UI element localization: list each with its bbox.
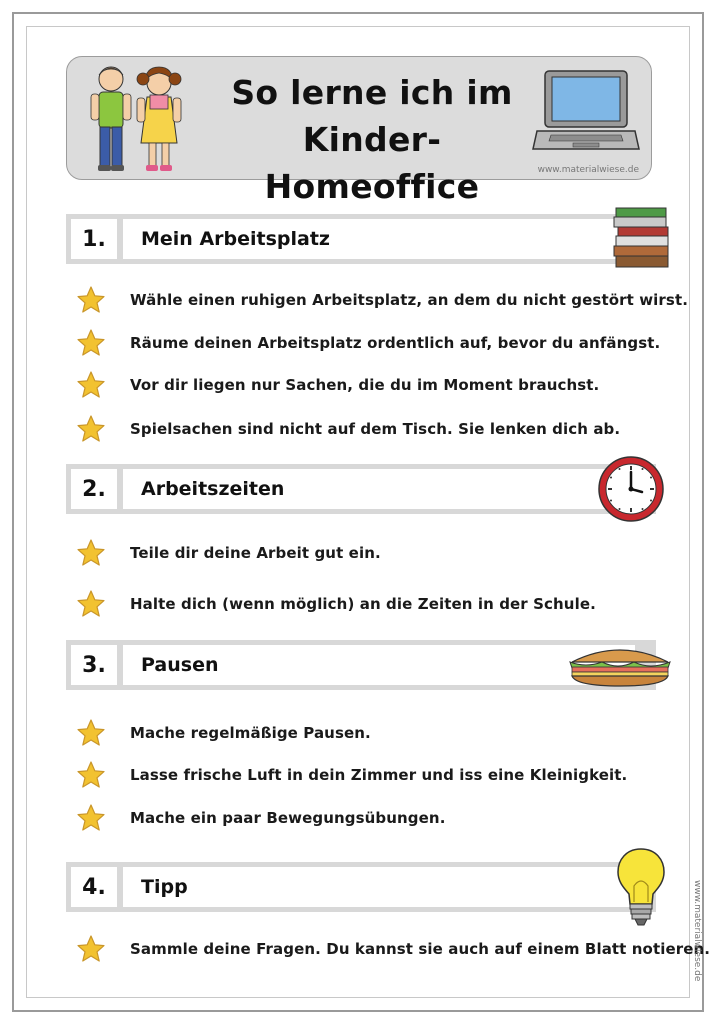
star-icon <box>76 370 106 400</box>
sandwich-icon <box>566 642 674 688</box>
section-title: Tipp <box>123 867 635 907</box>
star-icon <box>76 538 106 568</box>
star-icon <box>76 934 106 964</box>
star-icon <box>76 760 106 790</box>
list-item-text: Vor dir liegen nur Sachen, die du im Moment brauchst. <box>130 376 600 394</box>
title-line-2: Kinder-Homeoffice <box>264 120 480 206</box>
books-icon <box>612 206 672 270</box>
list-item <box>76 536 381 570</box>
list-item-text: Räume deinen Arbeitsplatz ordentlich auf, bevor du anfängst. <box>130 334 661 352</box>
list-item-text: Sammle deine Fragen. Du kannst sie auch auf einem Blatt notieren. <box>130 940 711 958</box>
list-item <box>76 587 596 621</box>
list-item <box>76 801 446 835</box>
section-title: Pausen <box>123 645 635 685</box>
list-item-text: Teile dir deine Arbeit gut ein. <box>130 544 381 562</box>
section-header-1 <box>66 214 656 264</box>
list-item-text: Mache regelmäßige Pausen. <box>130 724 371 742</box>
list-item-text: Spielsachen sind nicht auf dem Tisch. Sie lenken dich ab. <box>130 420 621 438</box>
star-icon <box>76 718 106 748</box>
section-number: 1. <box>71 219 117 259</box>
title-line-1: So lerne ich im <box>231 73 513 112</box>
list-item-text: Lasse frische Luft in dein Zimmer und iss eine Kleinigkeit. <box>130 766 628 784</box>
header-banner <box>66 56 652 206</box>
star-icon <box>76 414 106 444</box>
list-item <box>76 283 688 317</box>
page-title <box>227 69 517 210</box>
clock-icon <box>596 454 666 524</box>
side-watermark: www.materialwiese.de <box>692 880 702 982</box>
lightbulb-icon <box>614 846 668 928</box>
section-number: 3. <box>71 645 117 685</box>
list-item-text: Wähle einen ruhigen Arbeitsplatz, an dem du nicht gestört wirst. <box>130 291 689 309</box>
section-number: 2. <box>71 469 117 509</box>
star-icon <box>76 328 106 358</box>
list-item <box>76 412 620 446</box>
kids-illustration <box>79 61 229 177</box>
list-item <box>76 368 599 402</box>
star-icon <box>76 803 106 833</box>
section-header-2 <box>66 464 656 514</box>
section-number: 4. <box>71 867 117 907</box>
list-item <box>76 326 660 360</box>
list-item-text: Mache ein paar Bewegungsübungen. <box>130 809 446 827</box>
section-title: Mein Arbeitsplatz <box>123 219 635 259</box>
laptop-icon <box>531 69 641 155</box>
star-icon <box>76 589 106 619</box>
list-item-text: Halte dich (wenn möglich) an die Zeiten in der Schule. <box>130 595 596 613</box>
watermark: www.materialwiese.de <box>537 165 639 175</box>
list-item <box>76 932 710 966</box>
list-item <box>76 716 371 750</box>
list-item <box>76 758 627 792</box>
section-title: Arbeitszeiten <box>123 469 635 509</box>
star-icon <box>76 285 106 315</box>
section-header-4 <box>66 862 656 912</box>
